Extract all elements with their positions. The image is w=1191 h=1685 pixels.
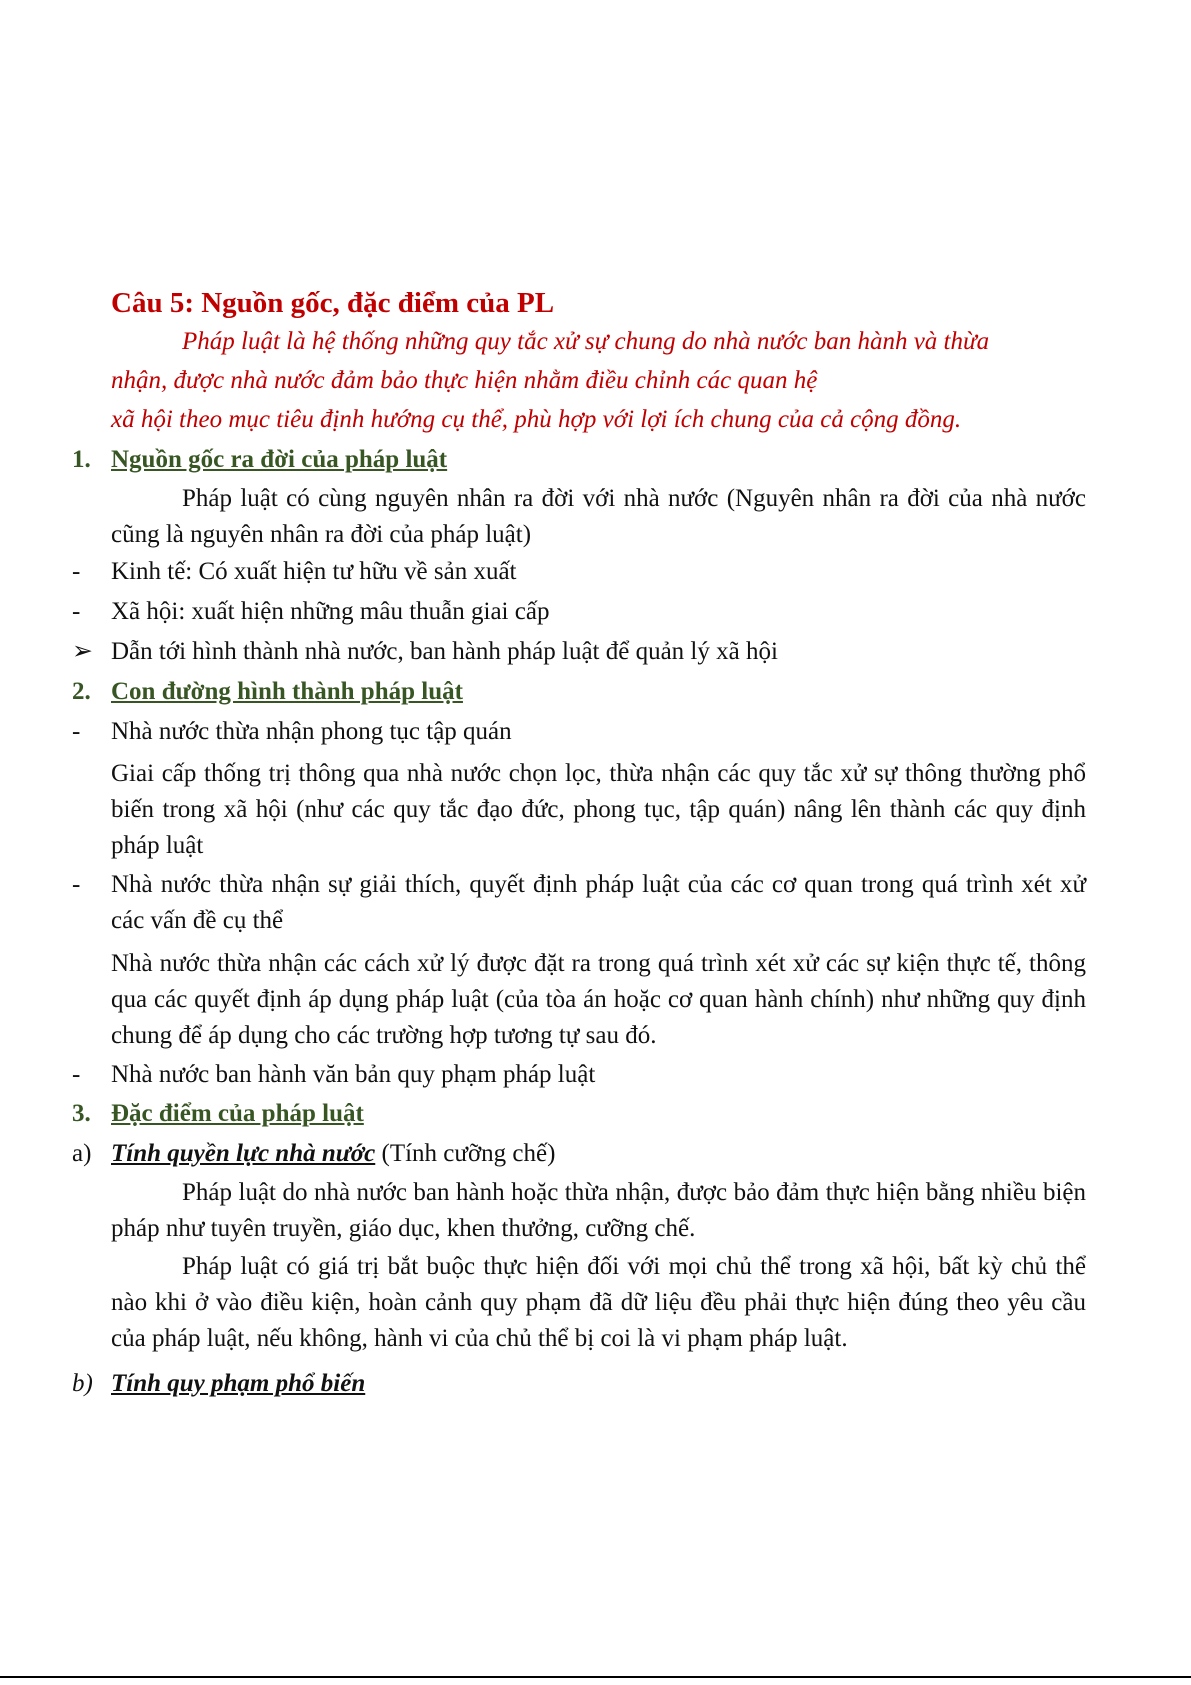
section-2-item-1: Nhà nước thừa nhận phong tục tập quán [111,718,512,745]
arrow-bullet-icon: ➢ [72,638,93,665]
bullet-dash: - [72,718,81,745]
section-3-heading [111,1096,1086,1132]
bullet-dash: - [72,1061,81,1088]
definition-line-3: xã hội theo mục tiêu định hướng cụ thể, phù hợp với lợi ích chung của cả cộng đồng. [111,406,962,433]
sub-a-marker: a) [72,1140,92,1167]
section-2-item-2-explain: Nhà nước thừa nhận các cách xử lý được đặt ra trong quá trình xét xử các sự kiện thực tế, thông qua các quyết định áp dụng pháp luật (của tòa án hoặc cơ quan hành chính) như những quy định chung để áp dụng cho các trường hợp tương tự sau đó. [111,950,1086,1049]
sub-a-heading [111,1136,1086,1172]
section-2-item-1-explain: Giai cấp thống trị thông qua nhà nước chọn lọc, thừa nhận các quy tắc xử sự thông thường phổ biến trong xã hội (như các quy tắc đạo đức, phong tục, tập quán) nâng lên thành các quy định pháp luật [111,760,1086,859]
section-2-item-3: Nhà nước ban hành văn bản quy phạm pháp luật [111,1061,596,1088]
sub-a-title: Tính quyền lực nhà nước [111,1140,376,1167]
definition-line-1: Pháp luật là hệ thống những quy tắc xử sự chung do nhà nước ban hành và thừa [182,328,990,355]
bullet-dash: - [72,871,81,898]
sub-b-title: Tính quy phạm phổ biến [111,1370,366,1397]
sub-b-heading [111,1366,1086,1402]
definition-line-2: nhận, được nhà nước đảm bảo thực hiện nhằm điều chỉnh các quan hệ [111,367,818,394]
section-1-number: 1. [72,446,91,473]
section-1-heading [111,442,1086,478]
sub-a-note: (Tính cưỡng chế) [375,1140,556,1167]
bullet-dash: - [72,598,81,625]
sub-b-marker: b) [72,1370,93,1397]
section-3-heading-text: Đặc điểm của pháp luật [111,1100,364,1127]
section-3-number: 3. [72,1100,91,1127]
bullet-dash: - [72,558,81,585]
section-2-number: 2. [72,678,91,705]
page-title: Câu 5: Nguồn gốc, đặc điểm của PL [111,287,555,319]
sub-a-paragraph-2: Pháp luật có giá trị bắt buộc thực hiện đối với mọi chủ thể trong xã hội, bất kỳ chủ thể nào khi ở vào điều kiện, hoàn cảnh quy phạm đã dữ liệu đều phải thực hiện đúng theo yêu cầu của pháp luật, nếu không, hành vi của chủ thể bị coi là vi phạm pháp luật. [111,1253,1086,1352]
sub-a-paragraph-1: Pháp luật do nhà nước ban hành hoặc thừa nhận, được bảo đảm thực hiện bằng nhiều biện pháp như tuyên truyền, giáo dục, khen thưởng, cưỡng chế. [111,1179,1086,1242]
footer-divider [0,1676,1191,1678]
section-1-bullet-economy: Kinh tế: Có xuất hiện tư hữu về sản xuất [111,558,517,585]
section-1-heading-text: Nguồn gốc ra đời của pháp luật [111,446,448,473]
section-2-heading-text: Con đường hình thành pháp luật [111,678,463,705]
section-2-heading [111,674,1086,710]
section-1-intro: Pháp luật có cùng nguyên nhân ra đời với nhà nước (Nguyên nhân ra đời của nhà nước cũng là nguyên nhân ra đời của pháp luật) [111,485,1086,548]
section-2-item-2: Nhà nước thừa nhận sự giải thích, quyết định pháp luật của các cơ quan trong quá trình xét xử các vấn đề cụ thể [111,871,1086,934]
section-1-conclusion: Dẫn tới hình thành nhà nước, ban hành pháp luật để quản lý xã hội [111,638,778,665]
section-1-bullet-society: Xã hội: xuất hiện những mâu thuẫn giai cấp [111,598,550,625]
